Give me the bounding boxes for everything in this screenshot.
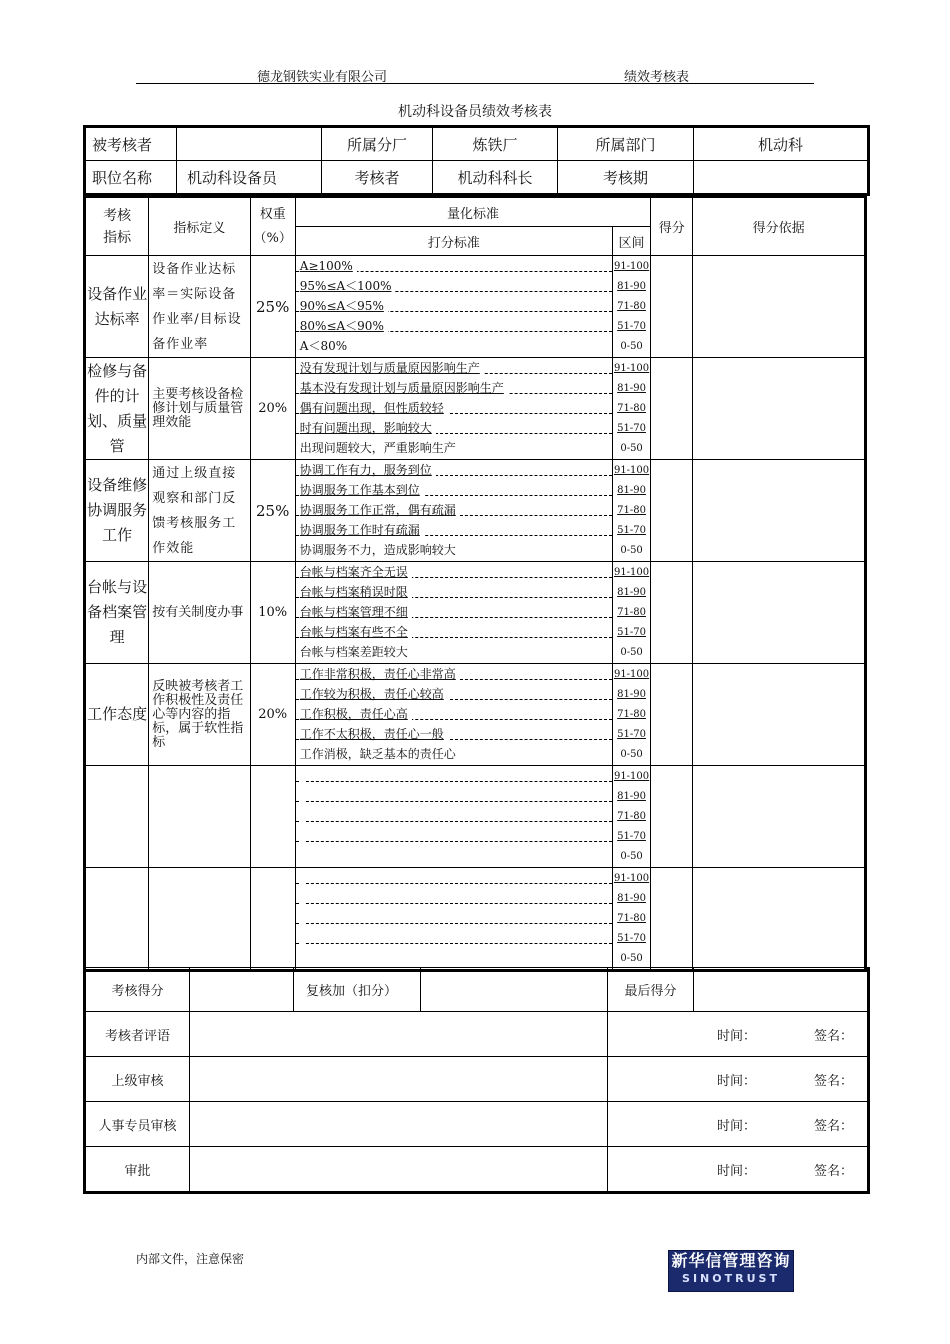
scoring-standard-line bbox=[296, 398, 612, 418]
review-signature-area[interactable] bbox=[608, 1012, 869, 1057]
scoring-standard-text bbox=[300, 829, 304, 843]
scoring-standard-line bbox=[296, 786, 612, 806]
score-basis-field[interactable] bbox=[693, 766, 866, 868]
score-range: 91-100 bbox=[613, 363, 650, 374]
score-field[interactable] bbox=[651, 358, 693, 460]
indicator-name: 检修与备件的计划、质量管 bbox=[85, 358, 149, 460]
scoring-standard-line bbox=[296, 500, 612, 520]
branch-label: 所属分厂 bbox=[322, 127, 433, 161]
info-table bbox=[83, 125, 870, 196]
score-ranges bbox=[612, 256, 650, 358]
indicator-row bbox=[85, 358, 866, 460]
scoring-standard-text: 90%≤A＜95% bbox=[300, 299, 388, 313]
score-range: 51-70 bbox=[617, 525, 646, 536]
scoring-standard-line bbox=[296, 358, 612, 378]
col-range-header: 区间 bbox=[612, 227, 650, 256]
scoring-standard-text: 工作不太积极，责任心一般 bbox=[300, 727, 448, 741]
score-ranges bbox=[612, 562, 650, 664]
score-range: 71-80 bbox=[617, 811, 646, 822]
scoring-standards bbox=[295, 460, 612, 562]
review-row bbox=[85, 1102, 869, 1147]
review-comment-field[interactable] bbox=[190, 1012, 608, 1057]
scoring-standard-text: 95%≤A＜100% bbox=[300, 279, 396, 293]
scoring-standard-text: A≥100% bbox=[300, 259, 357, 273]
review-label: 考核者评语 bbox=[85, 1012, 190, 1057]
score-range: 91-100 bbox=[613, 465, 650, 476]
time-label: 时间： bbox=[717, 1163, 757, 1179]
scoring-standard-text: 协调服务不力，造成影响较大 bbox=[300, 543, 460, 557]
period-label: 考核期 bbox=[558, 161, 694, 195]
indicator-weight: 10% bbox=[250, 562, 295, 664]
indicator-name: 设备作业达标率 bbox=[85, 256, 149, 358]
scoring-standard-line bbox=[296, 908, 612, 928]
col-scoring-header: 打分标准 bbox=[295, 227, 612, 256]
score-range: 81-90 bbox=[617, 281, 646, 292]
scoring-standard-line bbox=[296, 256, 612, 276]
document-type: 绩效考核表 bbox=[624, 70, 690, 85]
scoring-standard-line bbox=[296, 622, 612, 642]
scoring-standards bbox=[295, 358, 612, 460]
indicator-definition: 设备作业达标率＝实际设备作业率/目标设备作业率 bbox=[149, 256, 250, 358]
signature-label: 签名： bbox=[814, 1163, 854, 1179]
score-range: 51-70 bbox=[617, 831, 646, 842]
review-label: 上级审核 bbox=[85, 1057, 190, 1102]
scoring-standard-line bbox=[296, 296, 612, 316]
scoring-standard-line bbox=[296, 846, 612, 866]
indicator-name: 设备维修协调服务工作 bbox=[85, 460, 149, 562]
indicator-name: 工作态度 bbox=[85, 664, 149, 766]
scoring-standard-text: 台帐与档案稍误时限 bbox=[300, 585, 412, 599]
col-score-header: 得分 bbox=[651, 197, 693, 256]
indicator-weight bbox=[250, 766, 295, 868]
review-signature-area[interactable] bbox=[608, 1147, 869, 1193]
review-comment-field[interactable] bbox=[190, 1057, 608, 1102]
scoring-standard-line bbox=[296, 744, 612, 764]
score-range: 0-50 bbox=[620, 749, 643, 760]
scoring-standards bbox=[295, 562, 612, 664]
scoring-standard-text: 台帐与档案管理不细 bbox=[300, 605, 412, 619]
score-range: 71-80 bbox=[617, 709, 646, 720]
scoring-standard-line bbox=[296, 418, 612, 438]
scoring-standard-text: 没有发现计划与质量原因影响生产 bbox=[300, 361, 484, 375]
score-range: 81-90 bbox=[617, 485, 646, 496]
score-range: 0-50 bbox=[620, 341, 643, 352]
score-field[interactable] bbox=[651, 256, 693, 358]
review-signature-area[interactable] bbox=[608, 1102, 869, 1147]
scoring-standards bbox=[295, 664, 612, 766]
indicator-row bbox=[85, 562, 866, 664]
score-range: 0-50 bbox=[620, 443, 643, 454]
scoring-standard-line bbox=[296, 438, 612, 458]
scoring-standard-text: 时有问题出现，影响较大 bbox=[300, 421, 436, 435]
review-row bbox=[85, 1147, 869, 1193]
score-label: 考核得分 bbox=[85, 968, 190, 1012]
indicator-weight: 20% bbox=[250, 664, 295, 766]
scoring-standard-text: 基本没有发现计划与质量原因影响生产 bbox=[300, 381, 508, 395]
scoring-standard-line bbox=[296, 276, 612, 296]
time-label: 时间： bbox=[717, 1028, 757, 1044]
score-ranges bbox=[612, 358, 650, 460]
col-definition-header: 指标定义 bbox=[149, 197, 250, 256]
score-range: 81-90 bbox=[617, 383, 646, 394]
indicator-definition: 主要考核设备检修计划与质量管理效能 bbox=[149, 358, 250, 460]
score-range: 91-100 bbox=[613, 771, 650, 782]
scoring-standard-line bbox=[296, 460, 612, 480]
indicator-row bbox=[85, 868, 866, 971]
score-range: 51-70 bbox=[617, 627, 646, 638]
position-value[interactable]: 机动科设备员 bbox=[177, 161, 322, 195]
scoring-standard-text: A＜80% bbox=[300, 339, 351, 353]
score-range: 51-70 bbox=[617, 321, 646, 332]
scoring-standard-text bbox=[300, 931, 304, 945]
confidential-note: 内部文件，注意保密 bbox=[136, 1252, 245, 1266]
indicator-definition bbox=[149, 766, 250, 868]
scoring-standard-text: 工作非常积极，责任心非常高 bbox=[300, 667, 460, 681]
scoring-standard-line bbox=[296, 868, 612, 888]
signature-label: 签名： bbox=[814, 1118, 854, 1134]
sinotrust-logo bbox=[668, 1250, 794, 1292]
scoring-standard-text bbox=[300, 809, 304, 823]
review-comment-field[interactable] bbox=[190, 1147, 608, 1193]
scoring-standard-line bbox=[296, 684, 612, 704]
scoring-standard-text: 台帐与档案齐全无误 bbox=[300, 565, 412, 579]
scoring-standard-text: 工作积极，责任心高 bbox=[300, 707, 412, 721]
scoring-standard-line bbox=[296, 888, 612, 908]
indicator-weight: 25% bbox=[250, 460, 295, 562]
score-range: 91-100 bbox=[613, 873, 650, 884]
scoring-standard-text: 协调服务工作正常，偶有疏漏 bbox=[300, 503, 460, 517]
score-range: 0-50 bbox=[620, 851, 643, 862]
logo-chinese: 新华信管理咨询 bbox=[671, 1251, 791, 1270]
score-range: 81-90 bbox=[617, 893, 646, 904]
indicator-weight: 20% bbox=[250, 358, 295, 460]
logo-english: SINOTRUST bbox=[682, 1272, 780, 1285]
score-range: 91-100 bbox=[613, 261, 650, 272]
score-range: 71-80 bbox=[617, 607, 646, 618]
scoring-standard-line bbox=[296, 806, 612, 826]
score-ranges bbox=[612, 664, 650, 766]
score-range: 81-90 bbox=[617, 587, 646, 598]
indicator-definition: 反映被考核者工作积极性及责任心等内容的指标，属于软性指标 bbox=[149, 664, 250, 766]
scoring-standard-text: 工作较为积极，责任心较高 bbox=[300, 687, 448, 701]
score-range: 71-80 bbox=[617, 403, 646, 414]
summary-table bbox=[83, 967, 870, 1194]
scoring-standard-text bbox=[300, 789, 304, 803]
score-ranges bbox=[612, 766, 650, 868]
review-row bbox=[85, 1012, 869, 1057]
company-name: 德龙钢铁实业有限公司 bbox=[257, 70, 388, 85]
indicator-name: 台帐与设备档案管理 bbox=[85, 562, 149, 664]
review-label: 人事专员审核 bbox=[85, 1102, 190, 1147]
scoring-standard-line bbox=[296, 724, 612, 744]
indicator-name bbox=[85, 766, 149, 868]
scoring-standard-line bbox=[296, 520, 612, 540]
scoring-standard-text: 80%≤A＜90% bbox=[300, 319, 388, 333]
scoring-standard-text bbox=[300, 849, 304, 863]
score-ranges bbox=[612, 868, 650, 971]
indicator-weight: 25% bbox=[250, 256, 295, 358]
score-field[interactable] bbox=[651, 664, 693, 766]
scoring-standard-text: 协调服务工作时有疏漏 bbox=[300, 523, 424, 537]
col-basis-header: 得分依据 bbox=[693, 197, 866, 256]
score-range: 71-80 bbox=[617, 913, 646, 924]
score-basis-field[interactable] bbox=[693, 460, 866, 562]
time-label: 时间： bbox=[717, 1118, 757, 1134]
assessor-label: 考核者 bbox=[322, 161, 433, 195]
scoring-standard-line bbox=[296, 540, 612, 560]
score-range: 51-70 bbox=[617, 423, 646, 434]
indicator-row bbox=[85, 460, 866, 562]
scoring-standard-text: 工作消极，缺乏基本的责任心 bbox=[300, 747, 460, 761]
score-range: 51-70 bbox=[617, 729, 646, 740]
scoring-standard-line bbox=[296, 766, 612, 786]
scoring-standard-text: 台帐与档案差距较大 bbox=[300, 645, 412, 659]
signature-label: 签名： bbox=[814, 1073, 854, 1089]
examinee-label: 被考核者 bbox=[85, 127, 177, 161]
indicator-row bbox=[85, 664, 866, 766]
col-indicator-header: 考核 指标 bbox=[85, 197, 149, 256]
review-label: 复核加（扣分） bbox=[294, 968, 421, 1012]
score-range: 51-70 bbox=[617, 933, 646, 944]
score-field[interactable] bbox=[190, 968, 294, 1012]
indicator-row bbox=[85, 256, 866, 358]
time-label: 时间： bbox=[717, 1073, 757, 1089]
review-field[interactable] bbox=[421, 968, 608, 1012]
indicator-weight bbox=[250, 868, 295, 971]
scoring-standard-line bbox=[296, 378, 612, 398]
score-range: 0-50 bbox=[620, 647, 643, 658]
indicator-definition: 按有关制度办事 bbox=[149, 562, 250, 664]
indicator-name bbox=[85, 868, 149, 971]
review-comment-field[interactable] bbox=[190, 1102, 608, 1147]
scoring-standard-line bbox=[296, 642, 612, 662]
final-score-label: 最后得分 bbox=[608, 968, 694, 1012]
score-basis-field[interactable] bbox=[693, 664, 866, 766]
col-weight-header: 权重 （%） bbox=[250, 197, 295, 256]
scoring-standard-line bbox=[296, 602, 612, 622]
score-range: 91-100 bbox=[613, 567, 650, 578]
scoring-standards bbox=[295, 766, 612, 868]
indicator-definition: 通过上级直接观察和部门反馈考核服务工作效能 bbox=[149, 460, 250, 562]
scoring-standard-text bbox=[300, 871, 304, 885]
score-range: 81-90 bbox=[617, 791, 646, 802]
scoring-standard-line bbox=[296, 826, 612, 846]
assessor-value[interactable]: 机动科科长 bbox=[433, 161, 558, 195]
position-label: 职位名称 bbox=[85, 161, 177, 195]
dept-label: 所属部门 bbox=[558, 127, 694, 161]
scoring-standard-text: 出现问题较大，严重影响生产 bbox=[300, 441, 460, 455]
score-range: 91-100 bbox=[613, 669, 650, 680]
scoring-standard-line bbox=[296, 928, 612, 948]
scoring-standard-line bbox=[296, 316, 612, 336]
score-ranges bbox=[612, 460, 650, 562]
scoring-standard-text: 偶有问题出现，但性质较轻 bbox=[300, 401, 448, 415]
score-field[interactable] bbox=[651, 766, 693, 868]
scoring-standard-text bbox=[300, 951, 304, 965]
examinee-field[interactable] bbox=[177, 127, 322, 161]
indicator-definition bbox=[149, 868, 250, 971]
score-basis-field[interactable] bbox=[693, 562, 866, 664]
col-quant-header: 量化标准 bbox=[295, 197, 650, 227]
score-field[interactable] bbox=[651, 460, 693, 562]
scoring-standard-line bbox=[296, 480, 612, 500]
scoring-standard-text: 台帐与档案有些不全 bbox=[300, 625, 412, 639]
score-field[interactable] bbox=[651, 562, 693, 664]
header-rule bbox=[136, 83, 814, 84]
form-title: 机动科设备员绩效考核表 bbox=[398, 104, 552, 120]
branch-value[interactable]: 炼铁厂 bbox=[433, 127, 558, 161]
scoring-standard-line bbox=[296, 562, 612, 582]
review-row bbox=[85, 1057, 869, 1102]
scoring-standard-text: 协调服务工作基本到位 bbox=[300, 483, 424, 497]
scoring-standard-text: 协调工作有力，服务到位 bbox=[300, 463, 436, 477]
dept-value[interactable]: 机动科 bbox=[694, 127, 869, 161]
score-basis-field[interactable] bbox=[693, 256, 866, 358]
score-range: 0-50 bbox=[620, 953, 643, 964]
indicator-table bbox=[83, 196, 867, 972]
scoring-standard-line bbox=[296, 336, 612, 356]
score-basis-field[interactable] bbox=[693, 868, 866, 971]
scoring-standard-line bbox=[296, 664, 612, 684]
score-field[interactable] bbox=[651, 868, 693, 971]
score-range: 81-90 bbox=[617, 689, 646, 700]
scoring-standard-line bbox=[296, 704, 612, 724]
review-signature-area[interactable] bbox=[608, 1057, 869, 1102]
scoring-standard-text bbox=[300, 891, 304, 905]
period-field[interactable] bbox=[694, 161, 869, 195]
review-label: 审批 bbox=[85, 1147, 190, 1193]
score-range: 71-80 bbox=[617, 301, 646, 312]
score-range: 71-80 bbox=[617, 505, 646, 516]
scoring-standards bbox=[295, 868, 612, 971]
final-score-field[interactable] bbox=[694, 968, 869, 1012]
scoring-standard-text bbox=[300, 911, 304, 925]
scoring-standard-line bbox=[296, 948, 612, 968]
score-range: 0-50 bbox=[620, 545, 643, 556]
score-basis-field[interactable] bbox=[693, 358, 866, 460]
scoring-standard-line bbox=[296, 582, 612, 602]
scoring-standard-text bbox=[300, 769, 304, 783]
indicator-row bbox=[85, 766, 866, 868]
scoring-standards bbox=[295, 256, 612, 358]
signature-label: 签名： bbox=[814, 1028, 854, 1044]
